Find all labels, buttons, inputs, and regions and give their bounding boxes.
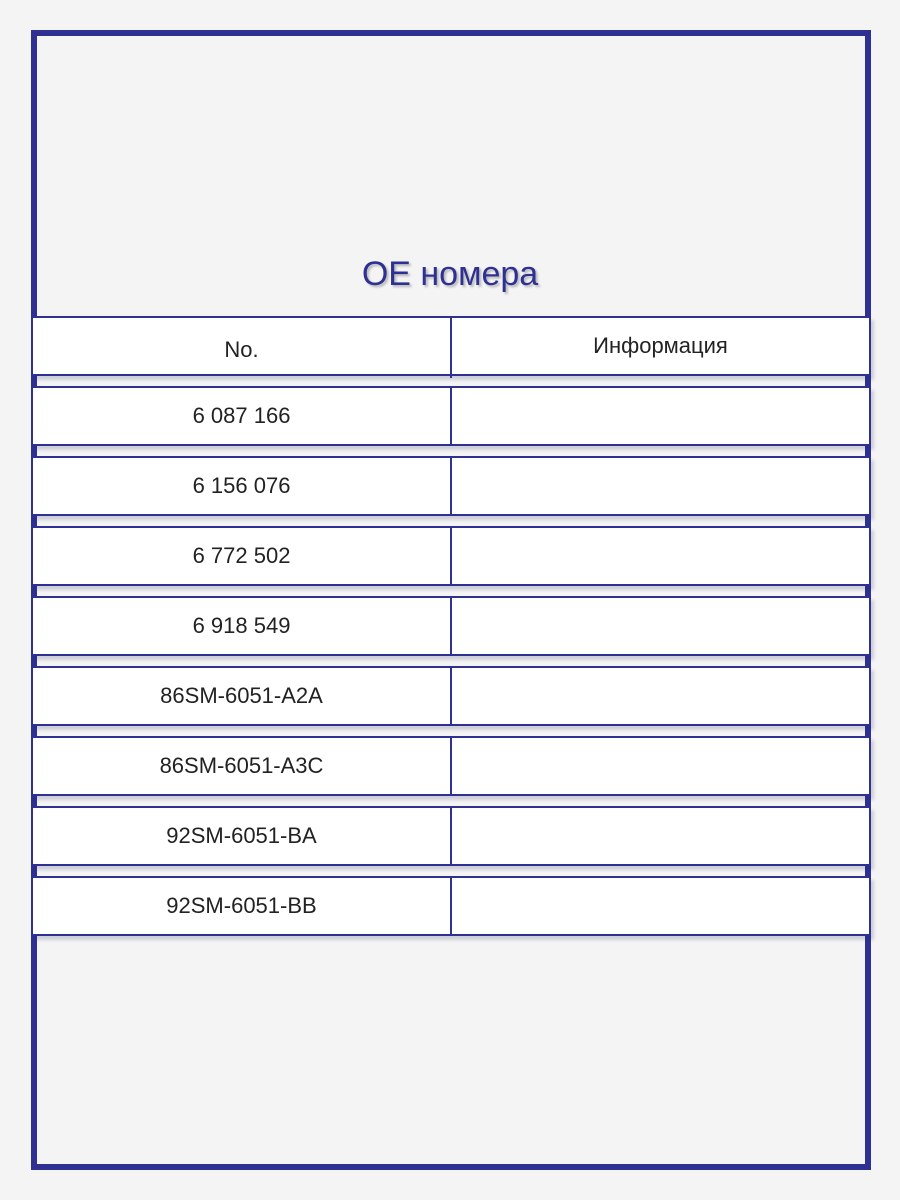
row-info-cell [452,388,869,444]
row-info-cell [452,598,869,654]
row-no-cell: 6 772 502 [33,528,452,584]
row-no-cell: 86SM-6051-A2A [33,668,452,724]
row-info-cell [452,458,869,514]
table-header-row [31,316,871,376]
row-no-cell: 6 156 076 [33,458,452,514]
table-row [31,806,871,866]
header-no: No. [33,318,452,378]
table-row [31,736,871,796]
row-no-cell: 92SM-6051-BA [33,808,452,864]
row-info-cell [452,808,869,864]
table-row [31,596,871,656]
row-no-cell: 86SM-6051-A3C [33,738,452,794]
table-row [31,386,871,446]
row-no-cell: 92SM-6051-BB [33,878,452,934]
row-info-cell [452,738,869,794]
row-no-cell: 6 087 166 [33,388,452,444]
row-no-cell: 6 918 549 [33,598,452,654]
table-row [31,876,871,936]
page-title: OE номера [361,255,539,293]
row-info-cell [452,668,869,724]
table-row [31,526,871,586]
table-row [31,456,871,516]
row-info-cell [452,528,869,584]
header-info: Информация [593,333,728,358]
table-row [31,666,871,726]
row-info-cell [452,878,869,934]
